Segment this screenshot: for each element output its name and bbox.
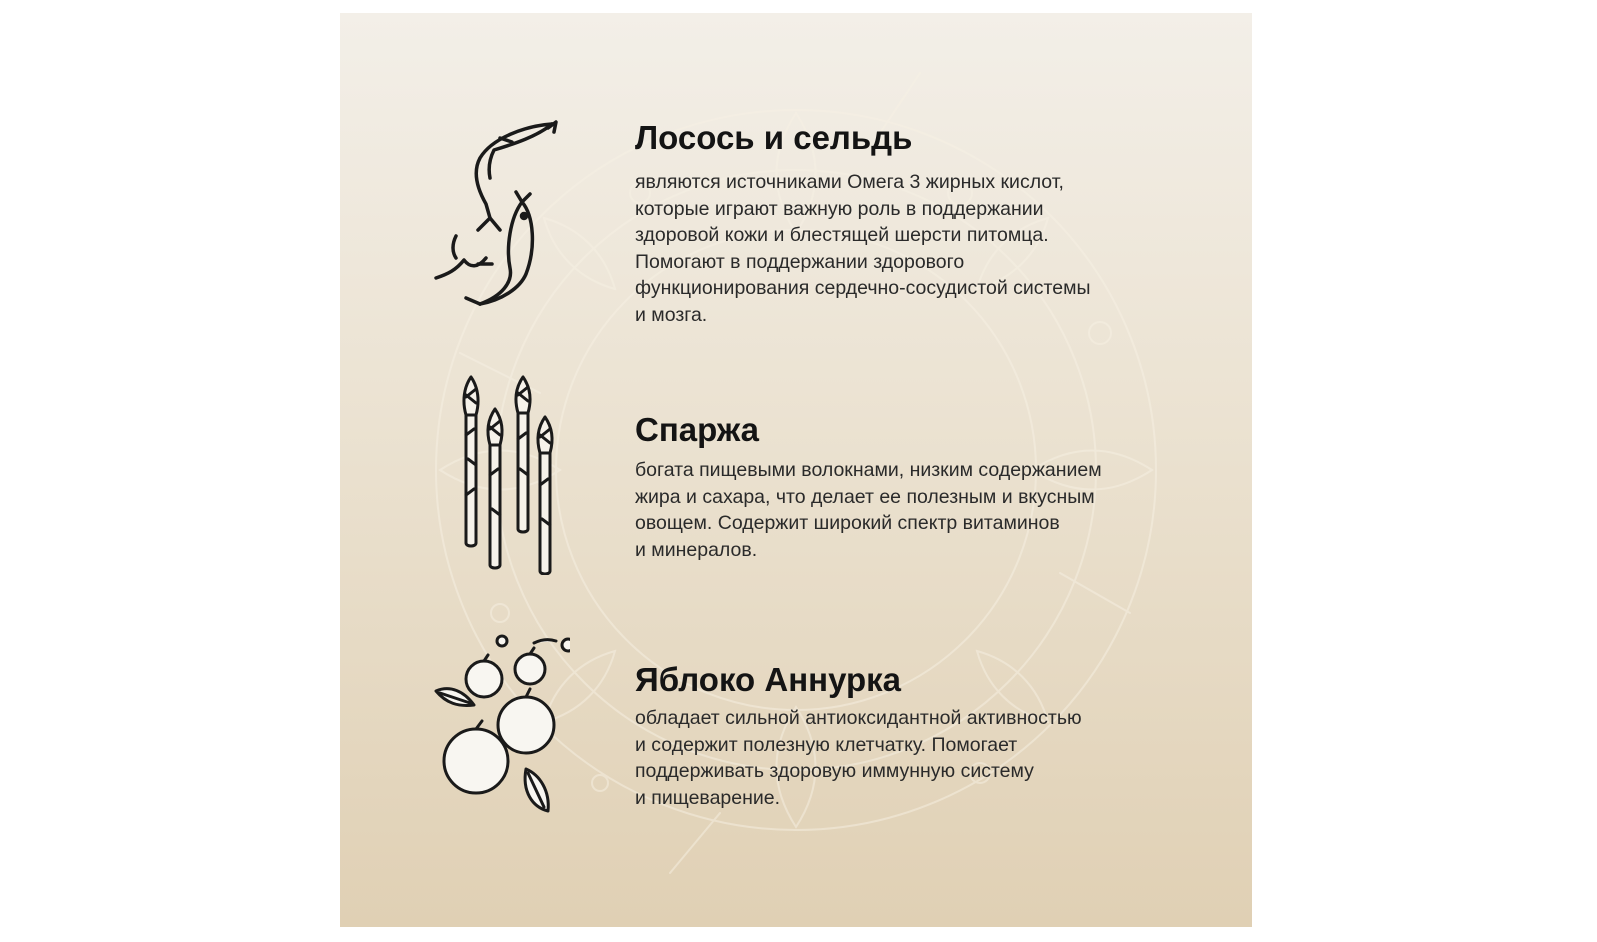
item-description: богата пищевыми волокнами, низким содержанием жира и сахара, что делает ее полезным и вкусным овощем. Содержит широкий спектр витаминов и минералов. [635, 459, 1102, 561]
ingredient-salmon-herring [340, 13, 1252, 353]
asparagus-icon [430, 375, 570, 575]
item-title: Спаржа [635, 411, 759, 448]
item-title: Яблоко Аннурка [635, 661, 902, 698]
ingredient-annurca-apple [340, 613, 1252, 913]
apples-icon [430, 631, 570, 831]
item-description: обладает сильной антиоксидантной активностью и содержит полезную клетчатку. Помогает поддерживать здоровую иммунную систему и пищеварение. [635, 707, 1082, 809]
ingredient-asparagus [340, 353, 1252, 613]
item-title: Лосось и сельдь [635, 119, 913, 156]
ingredients-panel [340, 13, 1252, 927]
item-description: являются источниками Омега 3 жирных кислот, которые играют важную роль в поддержании здоровой кожи и блестящей шерсти питомца. Помогают в поддержании здорового функционирования сердечно-сосудистой системы и мозга. [635, 171, 1091, 326]
fish-icon [430, 118, 570, 318]
